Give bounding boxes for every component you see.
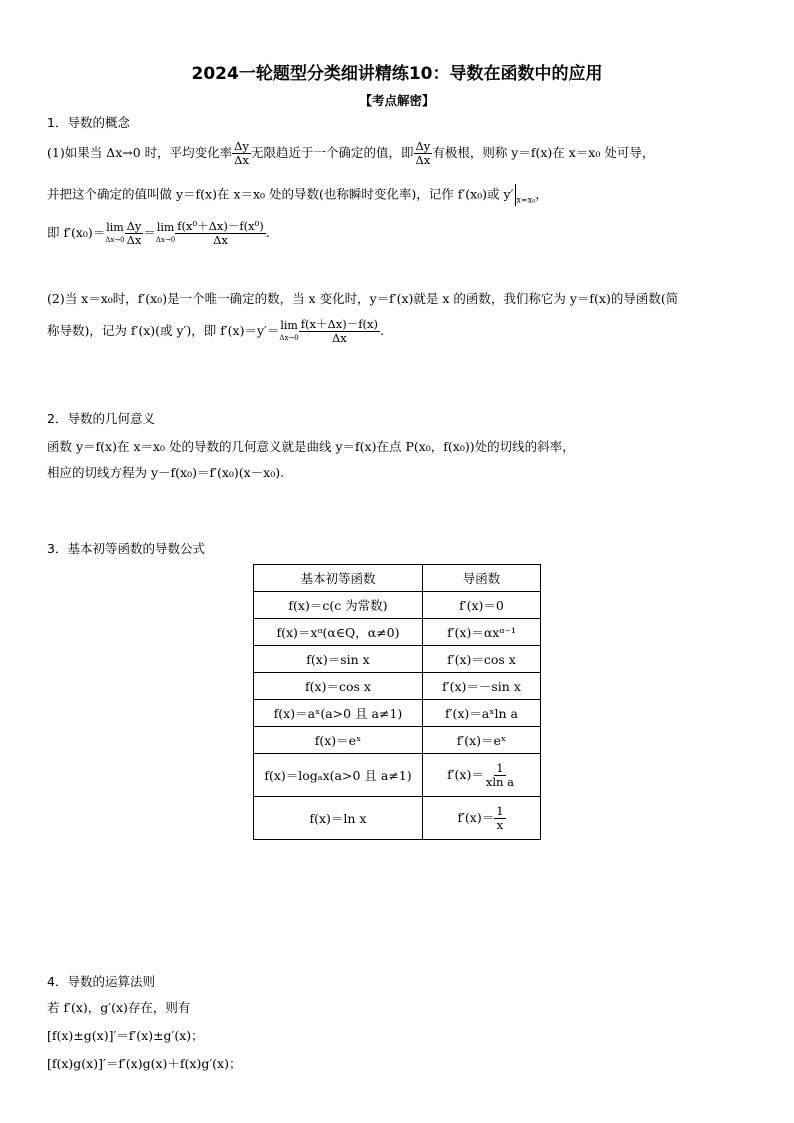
table-row	[254, 700, 541, 727]
derivative-prefix: f′(x)＝	[447, 766, 484, 782]
fraction-derivative-function	[299, 318, 380, 345]
table-cell: f(x)＝logₐx(a>0 且 a≠1)	[254, 754, 423, 797]
section-subtitle: 【考点解密】	[359, 93, 435, 108]
frac-num: f(x⁰＋Δx)－f(x⁰)	[177, 219, 264, 233]
limit-1	[105, 221, 124, 247]
frac-num: Δy	[234, 139, 249, 153]
text: (1)如果当 Δx→0 时，平均变化率	[47, 145, 233, 160]
lim-label: lim	[156, 220, 175, 234]
column-header-derivative: 导函数	[423, 565, 541, 592]
lim-label: lim	[280, 318, 298, 332]
fraction-dy-dx-3	[125, 220, 144, 247]
limit-3	[279, 319, 298, 345]
table-header-row	[254, 565, 541, 592]
table-cell: f(x)＝cos x	[254, 673, 423, 700]
table-cell-log-derivative	[423, 754, 541, 797]
eval-subscript: x=x₀	[516, 195, 536, 205]
table-cell: f(x)＝ln x	[254, 797, 423, 840]
table-cell: f(x)＝sin x	[254, 646, 423, 673]
frac-num: Δy	[415, 139, 431, 153]
table-row	[254, 673, 541, 700]
table-cell: f(x)＝c(c 为常数)	[254, 592, 423, 619]
table-row	[254, 619, 541, 646]
heading-geometric-meaning: 2．导数的几何意义	[47, 411, 155, 426]
text: .	[265, 225, 270, 240]
table-row	[254, 797, 541, 840]
heading-operation-rules: 4．导数的运算法则	[47, 974, 155, 989]
table-cell: f′(x)＝cos x	[423, 646, 541, 673]
table-cell: f(x)＝xᵅ(α∈Q，α≠0)	[254, 619, 423, 646]
text: 并把这个确定的值叫做 y＝f(x)在 x＝x₀ 处的导数(也称瞬时变化率)，记作 f′(x₀)或 y′	[47, 186, 514, 202]
lim-label: lim	[106, 220, 124, 234]
geometric-line-1: 函数 y＝f(x)在 x＝x₀ 处的导数的几何意义就是曲线 y＝f(x)在点 P(x₀，f(x₀))处的切线的斜率，	[47, 439, 575, 454]
table-cell: f′(x)＝0	[423, 592, 541, 619]
table-cell: f′(x)＝－sin x	[423, 673, 541, 700]
rules-line-2: [f(x)±g(x)]′＝f′(x)±g′(x)；	[47, 1028, 204, 1043]
table-cell: f′(x)＝eˣ	[423, 727, 541, 754]
table-row	[254, 646, 541, 673]
frac-num: 1	[496, 760, 504, 775]
fraction-log	[484, 762, 516, 789]
table-cell: f(x)＝eˣ	[254, 727, 423, 754]
text: 有极根，则称 y＝f(x)在 x＝x₀ 处可导，	[432, 145, 655, 160]
fraction-dy-dx	[232, 140, 251, 167]
concept-line-3	[47, 220, 270, 247]
rules-line-1: 若 f′(x)，g′(x)存在，则有	[47, 1000, 191, 1015]
fraction-derivative-def	[175, 220, 265, 247]
text: ＝	[143, 225, 156, 240]
table-cell: f′(x)＝αxᵅ⁻¹	[423, 619, 541, 646]
table-cell: f(x)＝aˣ(a>0 且 a≠1)	[254, 700, 423, 727]
text: 即 f′(x₀)＝	[47, 225, 106, 240]
rules-line-3: [f(x)g(x)]′＝f′(x)g(x)＋f(x)g′(x)；	[47, 1056, 242, 1071]
frac-den: xln a	[485, 774, 514, 789]
frac-den: Δx	[331, 331, 347, 345]
lim-under: Δx→0	[155, 235, 176, 244]
lim-under: Δx→0	[105, 235, 125, 244]
column-header-function: 基本初等函数	[254, 565, 423, 592]
heading-derivative-formulas: 3．基本初等函数的导数公式	[47, 541, 205, 556]
frac-den: Δx	[234, 153, 249, 167]
table-cell: f′(x)＝aˣln a	[423, 700, 541, 727]
frac-den: x	[496, 817, 504, 832]
concept-line-4: (2)当 x＝x₀时，f′(x₀)是一个唯一确定的数，当 x 变化时，y＝f′(x)就是 x 的函数，我们称它为 y＝f(x)的导函数(简	[47, 291, 679, 306]
derivative-table	[253, 564, 541, 840]
table-row	[254, 754, 541, 797]
concept-line-1	[47, 140, 654, 167]
text: 称导数)，记为 f′(x)(或 y′)，即 f′(x)＝y′＝	[47, 323, 280, 338]
text: .	[379, 323, 384, 338]
table-row	[254, 592, 541, 619]
frac-num: Δy	[126, 219, 142, 233]
table-row	[254, 727, 541, 754]
derivative-prefix: f′(x)＝	[457, 809, 495, 825]
concept-line-5	[47, 318, 384, 345]
text: 无限趋近于一个确定的值，即	[250, 145, 414, 160]
table-cell-ln-derivative	[423, 797, 541, 840]
geometric-line-2: 相应的切线方程为 y－f(x₀)＝f′(x₀)(x－x₀).	[47, 465, 285, 480]
lim-under: Δx→0	[279, 333, 299, 342]
fraction-dy-dx-2	[414, 140, 433, 167]
fraction-ln	[494, 805, 505, 832]
frac-den: Δx	[126, 233, 142, 247]
heading-derivative-concept: 1．导数的概念	[47, 115, 130, 130]
limit-2	[156, 221, 175, 247]
text: ，	[535, 186, 548, 202]
page-title: 2024一轮题型分类细讲精练10：导数在函数中的应用	[191, 64, 603, 84]
concept-line-2	[47, 184, 548, 206]
frac-num: 1	[496, 803, 504, 818]
frac-num: f(x＋Δx)－f(x)	[300, 317, 378, 331]
frac-den: Δx	[415, 153, 431, 167]
frac-den: Δx	[213, 233, 228, 247]
